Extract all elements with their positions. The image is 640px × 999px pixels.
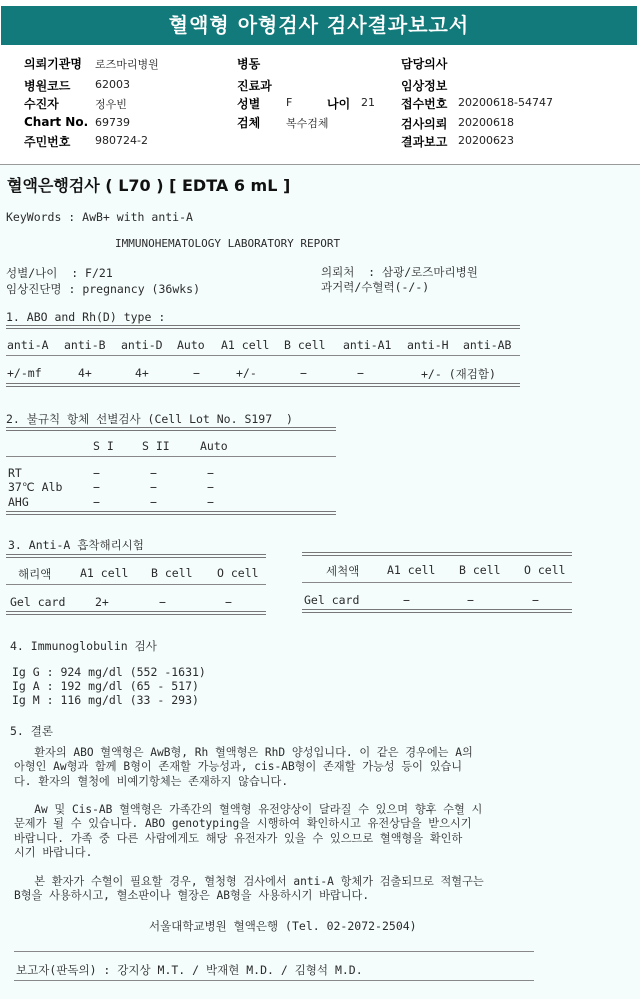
conclusion-title: 5. 결론 — [10, 724, 53, 738]
value-accession-number: 20200618-54747 — [458, 96, 553, 109]
requester: 의뢰처 : 삼광/로즈마리병원 — [321, 265, 478, 279]
conclusion-line: 환자의 ABO 혈액형은 AwB형, Rh 혈액형은 RhD 양성입니다. 이 같은 경우에는 A의 — [14, 746, 473, 759]
abo-header-a1-cell: A1 cell — [221, 338, 270, 352]
section-title: 혈액은행검사 ( L70 ) [ EDTA 6 mL ] — [7, 176, 291, 195]
divider — [302, 609, 572, 613]
value-test-request-date: 20200618 — [458, 116, 514, 129]
abo-header-anti-a1: anti-A1 — [343, 338, 392, 352]
label-ward: 병동 — [237, 57, 261, 71]
blood-bank-contact: 서울대학교병원 혈액은행 (Tel. 02-2072-2504) — [149, 919, 417, 933]
label-specimen: 검체 — [237, 116, 261, 130]
value-hospital-code: 62003 — [95, 78, 130, 91]
abo-value-auto: − — [193, 366, 200, 380]
wash-row-label: Gel card — [304, 593, 360, 607]
divider — [6, 456, 336, 457]
wash-header: B cell — [459, 563, 501, 577]
abo-value-anti-b: 4+ — [78, 366, 92, 380]
screen-cell: − — [207, 466, 214, 480]
label-attending-doctor: 담당의사 — [401, 57, 448, 71]
value-patient-name: 정우빈 — [95, 98, 127, 111]
abo-header-anti-h: anti-H — [407, 338, 449, 352]
abo-header-anti-ab: anti-AB — [463, 338, 512, 352]
abo-value-anti-a: +/-mf — [7, 366, 42, 380]
label-result-report-date: 결과보고 — [401, 135, 448, 149]
conclusion-line: B형을 사용하시고, 혈소판이나 혈장은 AB형을 사용하시기 바랍니다. — [14, 888, 370, 902]
report-title-banner: 혈액형 아형검사 검사결과보고서 — [1, 6, 637, 45]
value-requesting-institution: 로즈마리병원 — [95, 58, 159, 71]
value-result-report-date: 20200623 — [458, 134, 514, 147]
divider — [6, 325, 520, 329]
screen-cell: − — [207, 480, 214, 494]
divider — [14, 980, 534, 981]
label-age: 나이 — [327, 97, 351, 111]
igm-result: Ig M : 116 mg/dl (33 - 293) — [12, 693, 199, 707]
adsorption-elution-title: 3. Anti-A 흡착해리시험 — [8, 538, 144, 552]
conclusion-line: 바랍니다. 가족 중 다른 사람에게도 해당 유전자가 있을 수 있으므로 혈액형을 확인하 — [14, 831, 463, 845]
eluate-cell: − — [225, 595, 232, 609]
label-sex: 성별 — [237, 97, 261, 111]
screen-header-auto: Auto — [200, 439, 228, 453]
abo-value-b-cell: − — [300, 366, 307, 380]
divider — [6, 427, 336, 431]
abo-header-b-cell: B cell — [284, 338, 326, 352]
label-resident-number: 주민번호 — [24, 135, 71, 149]
abo-rh-title: 1. ABO and Rh(D) type : — [6, 310, 166, 324]
label-accession-number: 접수번호 — [401, 97, 448, 111]
label-requesting-institution: 의뢰기관명 — [24, 57, 82, 71]
eluate-row-label: Gel card — [10, 595, 66, 609]
conclusion-line: 문제가 될 수 있습니다. ABO genotyping을 시행하여 확인하시고 유전상담을 받으시기 — [14, 817, 472, 831]
abo-value-anti-h: +/- (재검함) — [421, 367, 496, 381]
conclusion-line: Aw 및 Cis-AB 혈액형은 가족간의 혈액형 유전양상이 달라질 수 있으며 향후 수혈 시 — [14, 803, 483, 817]
divider — [6, 554, 266, 558]
antibody-screen-title: 2. 불규칙 항체 선별검사 (Cell Lot No. S197 ) — [6, 412, 293, 426]
label-chart-no: Chart No. — [24, 115, 89, 129]
divider — [302, 582, 572, 583]
abo-value-anti-d: 4+ — [135, 366, 149, 380]
abo-value-anti-a1: − — [357, 366, 364, 380]
value-age: 21 — [361, 96, 375, 109]
divider — [6, 511, 336, 515]
transfusion-history: 과거력/수혈력(-/-) — [321, 280, 430, 294]
divider — [6, 584, 266, 585]
conclusion-line — [14, 789, 484, 803]
eluate-header: A1 cell — [80, 566, 129, 580]
screen-cell: − — [93, 495, 100, 509]
screen-cell: − — [93, 466, 100, 480]
eluate-cell: 2+ — [95, 595, 109, 609]
eluate-cell: − — [159, 595, 166, 609]
label-patient-name: 수진자 — [24, 97, 59, 111]
conclusion-line: 다. 환자의 혈청에 비예기항체는 존재하지 않습니다. — [14, 774, 289, 788]
screen-header-s1: S I — [93, 439, 114, 453]
report-paper — [0, 165, 640, 999]
reporters: 보고자(판독의) : 강지상 M.T. / 박재현 M.D. / 김형석 M.D. — [16, 963, 363, 977]
eluate-header: O cell — [217, 566, 259, 580]
screen-row-ahg: AHG — [8, 495, 29, 509]
label-hospital-code: 병원코드 — [24, 79, 71, 93]
divider — [6, 383, 520, 387]
divider — [6, 355, 520, 356]
value-sex: F — [286, 96, 293, 109]
conclusion-line — [14, 860, 484, 874]
patient-info-header — [0, 48, 640, 165]
divider — [6, 611, 266, 615]
divider — [302, 552, 572, 556]
value-resident-number: 980724-2 — [95, 134, 148, 147]
lab-report-title: IMMUNOHEMATOLOGY LABORATORY REPORT — [115, 237, 341, 250]
abo-header-anti-d: anti-D — [121, 338, 163, 352]
eluate-header: B cell — [151, 566, 193, 580]
conclusion-line: 시기 바랍니다. — [14, 846, 93, 860]
screen-row-37c-alb: 37℃ Alb — [8, 480, 63, 494]
abo-header-anti-b: anti-B — [64, 338, 106, 352]
screen-cell: − — [93, 480, 100, 494]
eluate-header: 해리액 — [18, 567, 52, 581]
wash-cell: − — [532, 593, 539, 607]
screen-header-s2: S II — [142, 439, 170, 453]
wash-header: O cell — [524, 563, 566, 577]
screen-cell: − — [150, 495, 157, 509]
screen-row-rt: RT — [8, 466, 22, 480]
label-test-request-date: 검사의뢰 — [401, 117, 448, 131]
iga-result: Ig A : 192 mg/dl (65 - 517) — [12, 679, 199, 693]
value-chart-no: 69739 — [95, 116, 130, 129]
wash-header: 세척액 — [326, 564, 360, 578]
abo-value-a1-cell: +/- — [236, 366, 257, 380]
wash-header: A1 cell — [387, 563, 436, 577]
wash-cell: − — [467, 593, 474, 607]
abo-header-auto: Auto — [177, 338, 205, 352]
conclusion-line: 본 환자가 수혈이 필요할 경우, 혈청형 검사에서 anti-A 항체가 검출되므로 적혈구는 — [14, 874, 484, 888]
keywords: KeyWords : AwB+ with anti-A — [6, 210, 193, 224]
label-department: 진료과 — [237, 79, 272, 93]
screen-cell: − — [150, 466, 157, 480]
conclusion-text — [14, 746, 484, 903]
divider — [14, 951, 534, 952]
abo-header-anti-a: anti-A — [7, 338, 49, 352]
sex-age: 성별/나이 : F/21 — [6, 266, 113, 280]
clinical-diagnosis: 임상진단명 : pregnancy (36wks) — [6, 282, 201, 296]
igg-result: Ig G : 924 mg/dl (552 -1631) — [12, 665, 206, 679]
label-clinical-info: 임상정보 — [401, 79, 448, 93]
screen-cell: − — [150, 480, 157, 494]
immunoglobulin-title: 4. Immunoglobulin 검사 — [10, 639, 157, 653]
conclusion-line: 아형인 Aw형과 함께 B형이 존재할 가능성과, cis-AB형이 존재할 가능성 등이 있습니 — [14, 760, 463, 774]
value-specimen: 복수검체 — [286, 117, 329, 130]
screen-cell: − — [207, 495, 214, 509]
wash-cell: − — [403, 593, 410, 607]
